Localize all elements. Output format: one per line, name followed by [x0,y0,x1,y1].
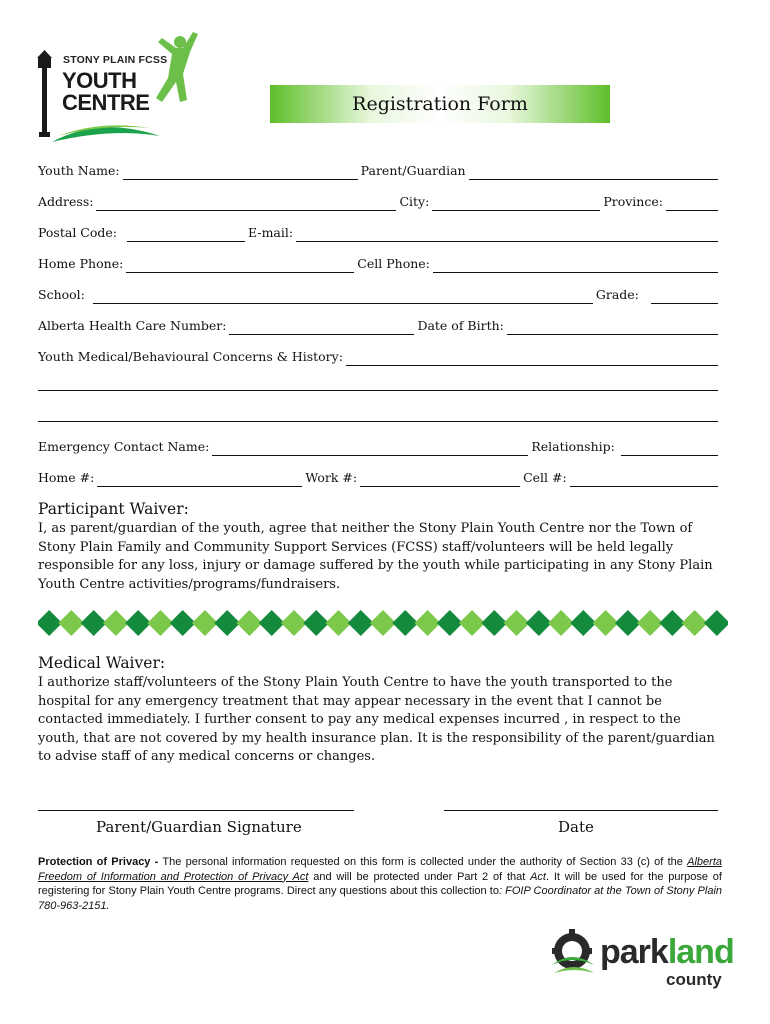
dob-label: Date of Birth: [417,318,504,333]
address-field[interactable] [96,195,396,211]
divider-diamond [58,610,84,636]
home-num-field[interactable] [97,471,302,487]
date-label: Date [558,818,594,836]
logo-youth: YOUTH [62,68,137,93]
health-care-label: Alberta Health Care Number: [38,318,227,333]
divider-diamond [593,610,619,636]
privacy-text-1: The personal information requested on this form is collected under the authority of Section 33 (c) of the [158,856,688,868]
address-label: Address: [38,194,94,209]
parent-signature-label: Parent/Guardian Signature [96,818,302,836]
privacy-act-short: Act [530,870,546,883]
divider-diamond [281,610,307,636]
divider-diamond [504,610,530,636]
divider-diamond [103,610,129,636]
divider-diamond [437,610,463,636]
diamond-divider [38,610,728,636]
form-title-banner [270,85,610,123]
divider-diamond [704,610,728,636]
relationship-field[interactable] [621,440,718,456]
grade-field[interactable] [651,288,718,304]
medical-waiver-title: Medical Waiver: [38,654,166,672]
school-label: School: [38,287,85,302]
row-school [38,284,718,304]
youth-name-field[interactable] [123,164,358,180]
logo-centre: CENTRE [62,90,150,115]
postal-code-label: Postal Code: [38,225,117,240]
medical-concerns-field[interactable] [346,350,718,366]
parent-signature-line[interactable] [38,810,354,811]
divider-diamond [125,610,151,636]
row-address [38,191,718,211]
parkland-county-logo [548,925,738,995]
privacy-act-name: Alberta Freedom of Information and Protection of Privacy Act [38,856,722,883]
divider-diamond [192,610,218,636]
privacy-heading: Protection of Privacy - [38,856,159,868]
divider-diamond [170,610,196,636]
city-label: City: [399,194,430,209]
medical-concerns-line-2[interactable] [38,390,718,391]
province-label: Province: [603,194,663,209]
row-phones [38,253,718,273]
parent-guardian-field[interactable] [469,164,718,180]
city-field[interactable] [432,195,600,211]
divider-diamond [459,610,485,636]
emergency-contact-label: Emergency Contact Name: [38,439,210,454]
parkland-word-county: county [666,970,722,989]
row-medical-concerns [38,346,718,366]
cell-phone-field[interactable] [433,257,718,273]
privacy-text-3: . It will be used for the purpose of registering for Stony Plain Youth Centre programs. Direct any questions about this collection to [38,870,722,897]
divider-diamond [481,610,507,636]
youth-name-label: Youth Name: [38,163,120,178]
cell-num-field[interactable] [570,471,718,487]
cell-num-label: Cell #: [523,470,567,485]
medical-waiver-text: I authorize staff/volunteers of the Stony Plain Youth Centre to have the youth transported to the hospital for any emergency treatment that may appear necessary in the event that I cannot be contacted immediately. I further consent to pay any medical expenses incurred , in respect to the youth, that are not covered by my health insurance plan. It is the responsibility of the parent/guardian to advise staff of any medical concerns or changes. [38,675,715,765]
relationship-label: Relationship: [531,439,615,454]
divider-diamond [637,610,663,636]
divider-diamond [303,610,329,636]
health-care-field[interactable] [229,319,414,335]
privacy-notice [38,855,722,913]
svg-text:parkland [600,933,734,971]
parent-guardian-label: Parent/Guardian [360,163,466,178]
divider-diamond [682,610,708,636]
divider-diamond [415,610,441,636]
row-emergency [38,436,718,456]
divider-diamond [526,610,552,636]
emergency-contact-field[interactable] [212,440,528,456]
email-label: E-mail: [248,225,294,240]
divider-diamond [570,610,596,636]
row-health [38,315,718,335]
divider-diamond [259,610,285,636]
privacy-text-4: : FOIP Coordinator at the Town of Stony Plain 780-963-2151. [38,885,723,912]
province-field[interactable] [666,195,718,211]
divider-diamond [147,610,173,636]
form-title: Registration Form [352,93,528,115]
grade-label: Grade: [595,287,639,302]
medical-concerns-label: Youth Medical/Behavioural Concerns & History: [38,349,343,364]
divider-diamond [392,610,418,636]
work-num-label: Work #: [305,470,358,485]
postal-code-field[interactable] [127,226,245,242]
participant-waiver-text: I, as parent/guardian of the youth, agree that neither the Stony Plain Youth Centre nor the Town of Stony Plain Family and Community Support Services (FCSS) staff/volunteers will be held legally responsible for any loss, injury or damage suffered by the youth while participating in any Stony Plain Youth Centre activities/programs/fundraisers. [38,521,713,592]
school-field[interactable] [93,288,593,304]
home-phone-field[interactable] [126,257,354,273]
email-field[interactable] [296,226,718,242]
divider-diamond [548,610,574,636]
home-phone-label: Home Phone: [38,256,124,271]
cell-phone-label: Cell Phone: [357,256,430,271]
divider-diamond [236,610,262,636]
logo-org-name: STONY PLAIN FCSS [63,54,168,66]
dob-field[interactable] [507,319,718,335]
divider-diamond [615,610,641,636]
parkland-emblem-icon [552,929,594,973]
date-line[interactable] [444,810,718,811]
divider-diamond [348,610,374,636]
row-postal [38,222,718,242]
divider-diamond [370,610,396,636]
participant-waiver-title: Participant Waiver: [38,500,189,518]
privacy-text-2: and will be protected under Part 2 of that [308,870,531,883]
row-youth-name [38,160,718,180]
row-contact-numbers [38,467,718,487]
medical-concerns-line-3[interactable] [38,421,718,422]
divider-diamond [325,610,351,636]
work-num-field[interactable] [360,471,520,487]
divider-diamond [659,610,685,636]
home-num-label: Home #: [38,470,95,485]
parkland-word-land: land [667,933,734,971]
divider-diamond [214,610,240,636]
parkland-word-park: park [600,933,668,971]
divider-diamond [81,610,107,636]
